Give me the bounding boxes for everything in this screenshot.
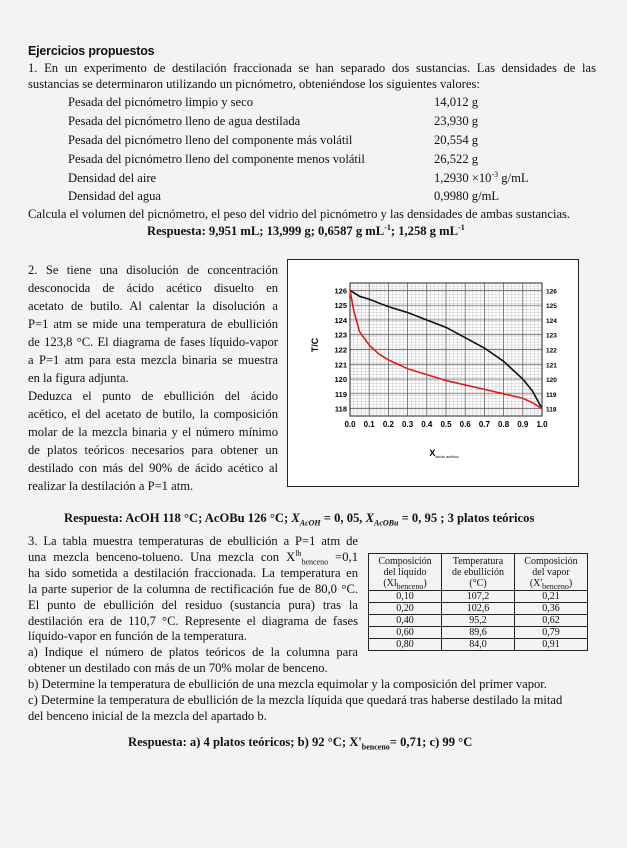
x-tick-label: 0.0	[344, 420, 356, 429]
x-tick-label: 0.1	[363, 420, 375, 429]
y-tick-label-right: 126	[546, 288, 557, 296]
y-tick-label-left: 126	[334, 286, 347, 296]
table-row: 0,80 84,0 0,91	[369, 639, 588, 651]
table-row: 0,40 95,2 0,62	[369, 615, 588, 627]
phase-diagram-svg	[288, 260, 578, 486]
x-tick-label: 0.3	[402, 420, 414, 429]
x-tick-label: 0.7	[478, 420, 490, 429]
ex3-table	[368, 553, 588, 651]
y-tick-label-left: 123	[334, 330, 347, 340]
y-tick-label-right: 118	[546, 406, 557, 414]
y-axis-label: T/C	[310, 337, 320, 353]
y-tick-label-left: 125	[334, 301, 347, 311]
ex1-intro-line1: 1. En un experimento de destilación fraccionada se han separado dos sustancias. Las densidades de las	[28, 61, 596, 75]
x-tick-label: 0.4	[421, 420, 433, 429]
y-tick-label-right: 123	[546, 332, 557, 340]
y-tick-label-right: 122	[546, 347, 557, 355]
y-tick-label-left: 118	[334, 404, 347, 414]
x-axis-label: $X_{ácido acético}$	[429, 448, 459, 459]
x-tick-label: 0.2	[382, 420, 394, 429]
ex3-text-full: obtener un destilado con más de un 70% molar de benceno. b) Determine la temperatura de ebullición de una mezcla equimolar y la composición del primer vapor. c) Determine la temperatura de ebullición de la mezcla líquida que quedará tras haberse destilado la mitad del benceno inicial de la mezcla del apartado b.	[28, 661, 563, 723]
x-tick-label: 0.5	[440, 420, 452, 429]
table-header-row	[369, 554, 588, 591]
y-tick-label-left: 120	[334, 375, 347, 385]
section-title: Ejercicios propuestos	[28, 44, 155, 58]
y-tick-label-left: 122	[334, 345, 347, 355]
ex2-text: 2. Se tiene una disolución de concentración desconocida de ácido acético disuelto en acetato de butilo. Al calentar la disolución a P=1 atm se mide una temperatura de ebullición de 123,8 °C. El diagrama de fases líquido-vapor a P=1 atm para esta mezcla binaria se muestra en la figura adjunta. Deduzca el punto de ebullición del ácido acético, el del acetato de butilo, la composición molar de la mezcla binaria y el número mínimo de platos teóricos necesarios para obtener un destilado con más del 90% de ácido acético al realizar la destilación a P=1 atm.	[28, 263, 278, 493]
x-tick-label: 0.6	[459, 420, 471, 429]
ex3-answer: Respuesta: a) 4 platos teóricos; b) 92 °C; $X'_{benceno}= 0,71$; c) 99 °C	[128, 735, 473, 752]
ex1-answer: Respuesta: 9,951 mL; 13,999 g; 0,6587 g $mL^{-1}$; 1,258 g $mL^{-1}$	[147, 222, 465, 238]
y-tick-label-right: 125	[546, 303, 557, 311]
y-tick-label-right: 124	[546, 317, 557, 325]
ex2-answer: Respuesta: AcOH 118 °C; AcOBu 126 °C; $X_{AcOH} = 0$, 05, $X_{AcOBu} = 0$, 95 ; 3 platos teóricos	[64, 511, 535, 528]
table-row: 0,60 89,6 0,79	[369, 627, 588, 639]
table-row: 0,10 107,2 0,21	[369, 591, 588, 603]
x-tick-label: 0.9	[517, 420, 529, 429]
y-tick-label-left: 124	[334, 315, 347, 325]
x-tick-label: 1.0	[536, 420, 548, 429]
y-tick-label-right: 120	[546, 377, 557, 385]
y-tick-label-left: 121	[334, 360, 347, 370]
phase-diagram-chart	[287, 259, 579, 487]
y-tick-label-left: 119	[334, 389, 347, 399]
ex1-intro-line2: sustancias se determinaron utilizando un picnómetro, obteniéndose los siguientes valores:	[28, 76, 480, 91]
x-tick-label: 0.8	[498, 420, 510, 429]
table-header: Composición del líquido $(Xl_{benceno})$	[369, 554, 442, 591]
ex1-intro	[28, 61, 596, 92]
ex1-question: Calcula el volumen del picnómetro, el peso del vidrio del picnómetro y las densidades de ambas sustancias.	[28, 207, 571, 221]
table-header: Temperatura de ebullición (°C)	[442, 554, 515, 591]
y-tick-label-right: 119	[546, 391, 557, 399]
ex3-text: 3. La tabla muestra temperaturas de ebullición a P=1 atm de una mezcla benceno-tolueno. Una mezcla con $X^{lb}_{benceno} =0,1$ ha sido sometida a destilación fraccionada. La temperatura en la parte superior de la columna de rectificación fue de 80,0 °C. El punto de ebullición del residuo (sustancia pura) tras la destilación era de 110,7 °C. Represente el diagrama de fases líquido-vapor en función de la temperatura. a) Indique el número de platos teóricos de la columna para	[28, 534, 358, 660]
y-tick-label-right: 121	[546, 362, 557, 370]
table-header: Composición del vapor $(X'_{benceno})$	[515, 554, 588, 591]
table-row: 0,20 102,6 0,36	[369, 603, 588, 615]
